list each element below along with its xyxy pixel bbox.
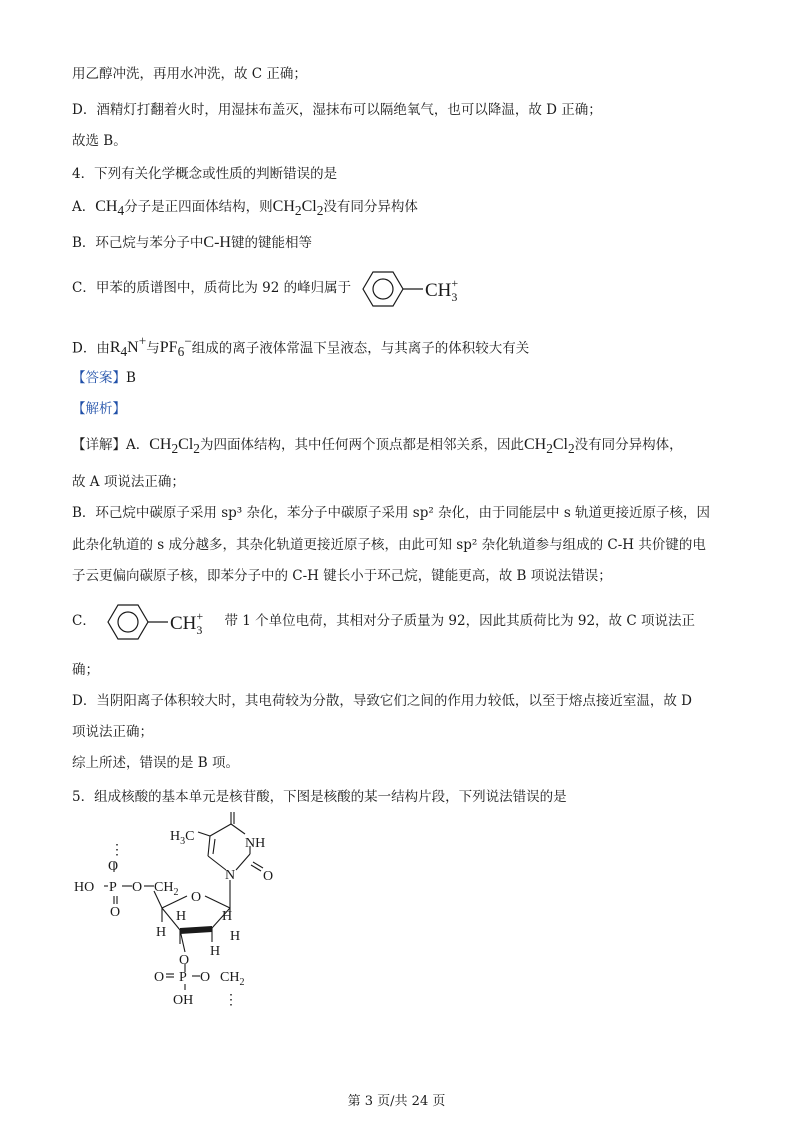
ch3-label: $CH_3+$	[425, 275, 459, 304]
continuation-dots: ⋮	[110, 843, 124, 858]
detail-tag: 【详解】	[72, 437, 126, 453]
o-label: O	[179, 953, 190, 968]
text-line: 确；	[72, 662, 99, 678]
phosphorus-label: P	[179, 970, 187, 985]
benzene-ring	[108, 605, 148, 639]
text-line: 用乙醇冲洗，再用水冲洗，故 C 正确；	[72, 66, 307, 82]
aromatic-circle	[373, 279, 393, 299]
option-b-text: B．环己烷与苯分子中	[72, 235, 204, 251]
text-line: 故 A 项说法正确；	[72, 474, 185, 490]
option-b-tail: 键的键能相等	[230, 235, 312, 251]
h-label: H	[156, 925, 167, 940]
option-a-tail: 没有同分异构体	[323, 199, 418, 215]
ch3-label: $CH_3+$	[170, 608, 204, 637]
ch2-label: $CH_2$	[154, 880, 179, 898]
formula-ch4: $CH_4$	[95, 198, 125, 219]
o-label: O	[108, 859, 119, 874]
option-a	[72, 197, 418, 221]
detail-c-text: 带 1 个单位电荷，其相对分子质量为 92，因此其质荷比为 92，故 C 项说法正	[224, 613, 695, 629]
h-label: H	[210, 944, 221, 959]
text-line: 子云更偏向碳原子核，即苯分子中的 C-H 键长小于环己烷，键能更高，故 B 项说法错误；	[72, 568, 612, 584]
continuation-dots: ⋮	[224, 993, 238, 1008]
text-line: 故选 B。	[72, 133, 127, 149]
aromatic-circle	[118, 612, 138, 632]
o-label: O	[132, 880, 143, 895]
formula-ch2cl2: $CH_2Cl_2$	[149, 436, 200, 457]
oh-label: OH	[173, 993, 194, 1008]
detail-c-line	[72, 596, 695, 647]
o-label: O	[200, 970, 211, 985]
detail-c-label: C．	[72, 613, 96, 629]
answer-value: B	[126, 370, 136, 386]
n-label: N	[225, 868, 236, 883]
option-d	[72, 332, 529, 363]
text-line: D．当阴阳离子体积较大时，其电荷较为分散，导致它们之间的作用力较低，以至于熔点接近室温，故 D	[72, 693, 692, 709]
ho-label: HO	[74, 880, 95, 895]
option-a-text: 分子是正四面体结构，则	[124, 199, 273, 215]
toluene-cation-structure	[355, 264, 475, 314]
ring-o-label: O	[191, 890, 202, 905]
h-label: H	[222, 909, 233, 924]
h-label: H	[176, 909, 187, 924]
answer-line	[72, 368, 136, 388]
analysis-tag: 【解析】	[72, 401, 126, 417]
formula-pf6: $PF_6^-$	[159, 334, 192, 360]
o-label: O	[154, 970, 165, 985]
option-c	[72, 263, 475, 314]
option-d-tail: 组成的离子液体常温下呈液态，与其离子的体积较大有关	[191, 340, 530, 357]
formula-r4n: $R_4N^+$	[109, 334, 147, 360]
question-5: 5．组成核酸的基本单元是核苷酸，下图是核酸的某一结构片段，下列说法错误的是	[72, 789, 567, 805]
option-d-text: 与	[146, 340, 160, 357]
option-b	[72, 233, 312, 253]
o-label: O	[110, 905, 121, 920]
h-label: H	[230, 929, 241, 944]
detail-a-label: A．	[126, 437, 150, 453]
formula-ch2cl2: $CH_2Cl_2$	[523, 436, 575, 457]
benzene-ring	[363, 272, 403, 306]
text-line: 此杂化轨道的 s 成分越多，其杂化轨道更接近原子核，由此可知 sp² 杂化轨道参与组成的 C-H 共价键的电	[72, 537, 706, 553]
text-line: B．环己烷中碳原子采用 sp³ 杂化，苯分子中碳原子采用 sp² 杂化，由于同能层中 s 轨道更接近原子核，因	[72, 505, 711, 521]
formula-ch2cl2: $CH_2Cl_2$	[272, 198, 324, 219]
toluene-cation-structure	[100, 597, 220, 647]
detail-a-tail: 没有同分异构体，	[574, 437, 683, 453]
text-line: 项说法正确；	[72, 724, 153, 740]
detail-a-text: 为四面体结构，其中任何两个顶点都是相邻关系，因此	[199, 437, 524, 453]
option-d-label: D．由	[72, 340, 110, 357]
text-line: D．酒精灯打翻着火时，用湿抹布盖灭，湿抹布可以隔绝氧气，也可以降温，故 D 正确；	[72, 102, 602, 118]
nh-label: NH	[245, 836, 266, 851]
carbonyl-o-label: O	[263, 869, 274, 884]
question-4: 4．下列有关化学概念或性质的判断错误的是	[72, 166, 338, 182]
analysis-line	[72, 399, 126, 419]
option-c-text: C．甲苯的质谱图中，质荷比为 92 的峰归属于	[72, 280, 352, 296]
nucleotide-structure	[70, 812, 290, 1012]
text-line: 综上所述，错误的是 B 项。	[72, 755, 240, 771]
phosphorus-label: P	[109, 880, 117, 895]
methyl-label: $H_3C$	[170, 829, 195, 847]
formula-ch-bond: C-H	[203, 234, 231, 251]
option-a-label: A．	[72, 199, 96, 215]
page-footer: 第 3 页/共 24 页	[347, 1094, 446, 1109]
ch2-label: $CH_2$	[220, 970, 245, 988]
detail-a-line	[72, 435, 683, 459]
answer-tag: 【答案】	[72, 370, 126, 386]
